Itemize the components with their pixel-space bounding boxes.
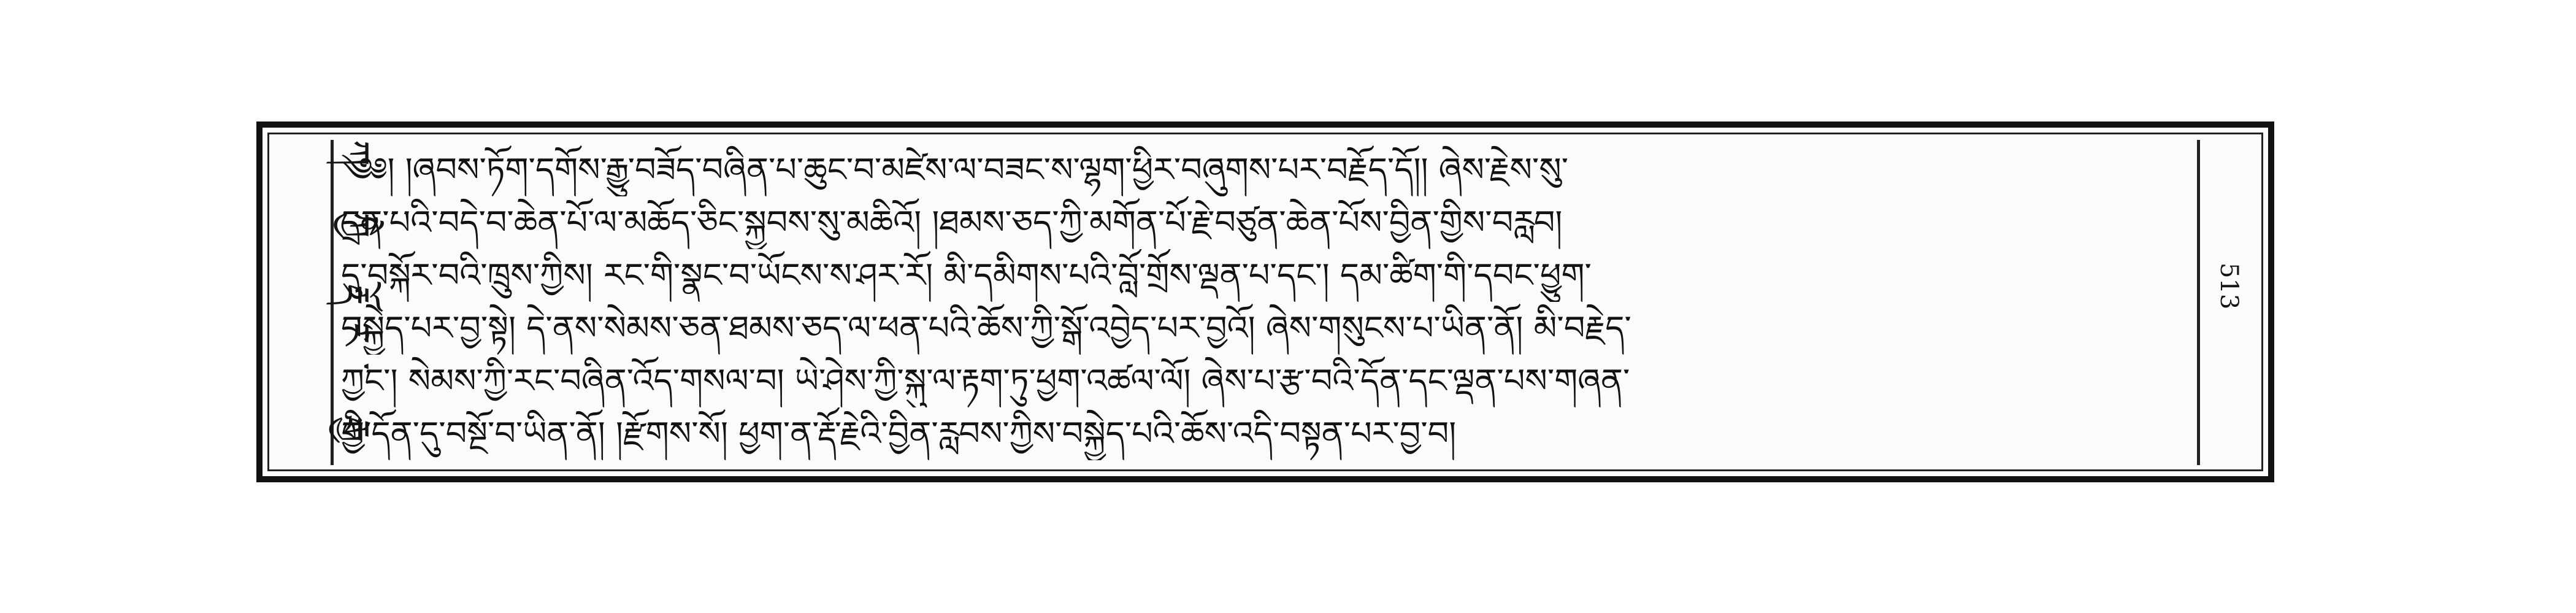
text-line-6 (341, 407, 2187, 460)
line-text: དུ་བསྐོར་བའི་ཁྲུས་ཀྱིས། རང་གི་སྣང་བ་ཡོངས་ས་ཤར་རོ། མི་དམིགས་པའི་བློ་གྲོས་ལྡན་པ་དང་། དམ་ཚིག་གི་དབང་ཕྱུག་ (341, 256, 1592, 295)
left-margin (277, 140, 377, 465)
margin-label: ཀ ཀྱཻ རྡོར་ རྒྱ (334, 140, 377, 460)
text-block (341, 144, 2187, 463)
text-line-1 (341, 144, 2187, 196)
text-line-4 (341, 302, 2187, 355)
text-line-3 (341, 249, 2187, 302)
line-text: གྱི་དོན་དུ་བསྔོ་བ་ཡིན་ནོ། །རྫོགས་སོ། ཕྱག་ན་རྡོ་རྗེའི་བྱིན་རླབས་ཀྱིས་བསྐྱེད་པའི་ཆོས་འདི་བསྟན་པར་བྱ་བ། (341, 414, 1457, 453)
text-line-2 (341, 196, 2187, 249)
right-margin (2197, 140, 2253, 465)
line-text: དྲན་པའི་བདེ་བ་ཆེན་པོ་ལ་མཆོད་ཅིང་སྐྱབས་སུ་མཆིའོ། །ཐམས་ཅད་ཀྱི་མགོན་པོ་རྗེ་བཙུན་ཆེན་པོས་བྱིན་གྱིས་བརླབ། (341, 203, 1563, 242)
line-text: བསྐྱེད་པར་བྱ་སྟེ། དེ་ནས་སེམས་ཅན་ཐམས་ཅད་ལ་ཕན་པའི་ཆོས་ཀྱི་སྒོ་འབྱེད་པར་བྱའོ། ཞེས་གསུངས་པ་ཡིན་ནོ། མི་བརྗེད་ (341, 309, 1631, 347)
line-text: ཀྱང་། སེམས་ཀྱི་རང་བཞིན་འོད་གསལ་བ། ཡེ་ཤེས་ཀྱི་སྐུ་ལ་རྟག་ཏུ་ཕྱག་འཚལ་ལོ། ཞེས་པ་རྩ་བའི་དོན་དང་ལྡན་པས་གཞན་ (341, 361, 1630, 400)
pecha-folio (256, 121, 2274, 482)
line-text: ༄༅། །ཞབས་ཏོག་དགོས་རྒྱུ་བཟོད་བཞིན་པ་ཆུང་བ་མཛེས་ལ་བཟང་ས་ལྷག་ཕྱིར་བཞུགས་པར་བརྗོད་དོ།། ཞེས་རྗེས་སུ་ (341, 150, 1569, 189)
text-line-5 (341, 355, 2187, 407)
folio-number: 513 (2215, 263, 2243, 310)
